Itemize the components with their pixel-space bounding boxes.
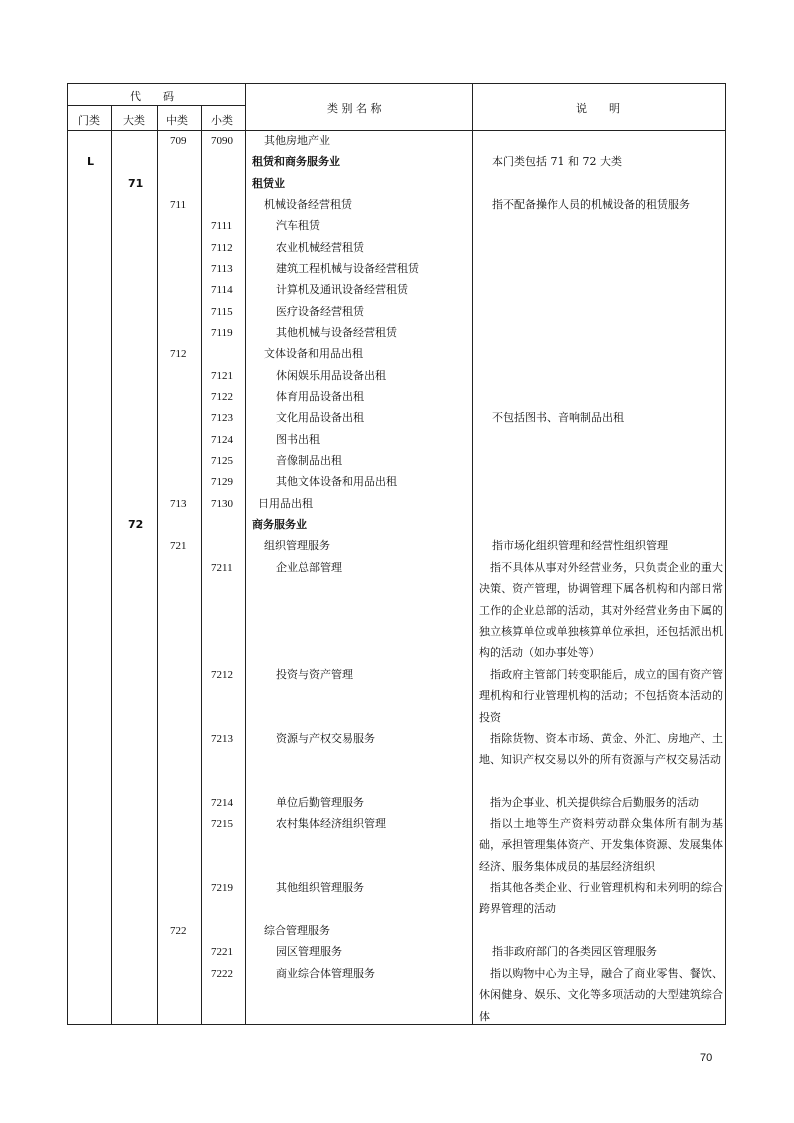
classification-table	[67, 83, 726, 1025]
code-xiao: 7219	[211, 882, 233, 894]
category-name: 音像制品出租	[276, 454, 342, 467]
category-name: 农村集体经济组织管理	[276, 817, 386, 830]
category-name: 汽车租赁	[276, 219, 320, 232]
category-desc: 本门类包括 71 和 72 大类	[492, 155, 622, 168]
code-zhong: 722	[170, 925, 187, 937]
code-xiao: 7121	[211, 370, 233, 382]
header-code-group: 代 码	[130, 90, 174, 103]
category-desc: 指政府主管部门转变职能后，成立的国有资产管理机构和行业管理机构的活动；不包括资本活动的投资	[479, 668, 723, 724]
header-name: 类 别 名 称	[327, 102, 382, 115]
code-zhong: 712	[170, 348, 187, 360]
category-name: 农业机械经营租赁	[276, 241, 364, 254]
code-xiao: 7129	[211, 476, 233, 488]
category-name: 计算机及通讯设备经营租赁	[276, 283, 408, 296]
category-desc: 指不配备操作人员的机械设备的租赁服务	[492, 198, 690, 211]
code-xiao: 7115	[211, 306, 233, 318]
category-name: 图书出租	[276, 433, 320, 446]
code-xiao: 7221	[211, 946, 233, 958]
category-desc: 指以购物中心为主导，融合了商业零售、餐饮、休闲健身、娱乐、文化等多项活动的大型建筑综合体	[479, 967, 723, 1023]
category-name: 租赁业	[252, 177, 285, 190]
category-name: 其他文体设备和用品出租	[276, 475, 397, 488]
category-name: 休闲娱乐用品设备出租	[276, 369, 386, 382]
code-xiao: 7090	[211, 135, 233, 147]
category-desc: 指市场化组织管理和经营性组织管理	[492, 539, 668, 552]
category-name: 建筑工程机械与设备经营租赁	[276, 262, 419, 275]
code-zhong: 721	[170, 540, 187, 552]
code-zhong: 709	[170, 135, 187, 147]
header-desc: 说 明	[576, 102, 620, 115]
category-name: 日用品出租	[258, 497, 313, 510]
header-da: 大类	[123, 114, 145, 127]
category-desc: 不包括图书、音响制品出租	[492, 411, 624, 424]
divider-xiao	[245, 84, 246, 1024]
code-da: 72	[128, 518, 144, 531]
category-name: 投资与资产管理	[276, 668, 353, 681]
code-xiao: 7122	[211, 391, 233, 403]
category-name: 综合管理服务	[264, 924, 330, 937]
category-name: 资源与产权交易服务	[276, 732, 375, 745]
category-name: 园区管理服务	[276, 945, 342, 958]
header-code-line	[68, 105, 245, 106]
header-men: 门类	[78, 114, 100, 127]
code-xiao: 7111	[211, 220, 233, 232]
divider-name	[472, 84, 473, 1024]
category-name: 企业总部管理	[276, 561, 342, 574]
category-name: 体育用品设备出租	[276, 390, 364, 403]
category-name: 医疗设备经营租赁	[276, 305, 364, 318]
category-name: 其他房地产业	[264, 134, 330, 147]
code-xiao: 7130	[211, 498, 233, 510]
divider-zhong	[201, 106, 202, 1024]
header-bottom-line	[68, 130, 725, 131]
code-xiao: 7119	[211, 327, 233, 339]
category-desc: 指不具体从事对外经营业务，只负责企业的重大决策、资产管理，协调管理下属各机构和内部日常工作的企业总部的活动，其对外经营业务由下属的独立核算单位或单独核算单位承担，还包括派出机构的活动（如办事处等）	[479, 561, 723, 660]
code-xiao: 7113	[211, 263, 233, 275]
category-name: 其他组织管理服务	[276, 881, 364, 894]
category-name: 组织管理服务	[264, 539, 330, 552]
divider-men	[111, 106, 112, 1024]
code-xiao: 7112	[211, 242, 233, 254]
page-number: 70	[700, 1052, 713, 1064]
category-name: 其他机械与设备经营租赁	[276, 326, 397, 339]
code-xiao: 7214	[211, 797, 233, 809]
category-desc: 指其他各类企业、行业管理机构和未列明的综合跨界管理的活动	[479, 881, 723, 916]
code-xiao: 7212	[211, 669, 233, 681]
category-name: 单位后勤管理服务	[276, 796, 364, 809]
category-desc: 指非政府部门的各类园区管理服务	[492, 945, 657, 958]
code-men: L	[87, 155, 95, 168]
category-name: 商务服务业	[252, 518, 307, 531]
code-da: 71	[128, 177, 144, 190]
header-zhong: 中类	[166, 114, 188, 127]
header-xiao: 小类	[211, 114, 233, 127]
category-desc: 指除货物、资本市场、黄金、外汇、房地产、土地、知识产权交易以外的所有资源与产权交易活动	[479, 732, 723, 767]
category-name: 机械设备经营租赁	[264, 198, 352, 211]
code-xiao: 7125	[211, 455, 233, 467]
category-name: 文化用品设备出租	[276, 411, 364, 424]
code-zhong: 711	[170, 199, 187, 211]
code-xiao: 7114	[211, 284, 233, 296]
category-desc: 指为企事业、机关提供综合后勤服务的活动	[490, 796, 699, 809]
code-xiao: 7123	[211, 412, 233, 424]
code-xiao: 7211	[211, 562, 233, 574]
category-desc: 指以土地等生产资料劳动群众集体所有制为基础，承担管理集体资产、开发集体资源、发展集体经济、服务集体成员的基层经济组织	[479, 817, 723, 873]
code-xiao: 7124	[211, 434, 233, 446]
code-xiao: 7222	[211, 968, 233, 980]
category-name: 租赁和商务服务业	[252, 155, 340, 168]
divider-da	[157, 106, 158, 1024]
category-name: 文体设备和用品出租	[264, 347, 363, 360]
code-zhong: 713	[170, 498, 187, 510]
code-xiao: 7213	[211, 733, 233, 745]
code-xiao: 7215	[211, 818, 233, 830]
category-name: 商业综合体管理服务	[276, 967, 375, 980]
